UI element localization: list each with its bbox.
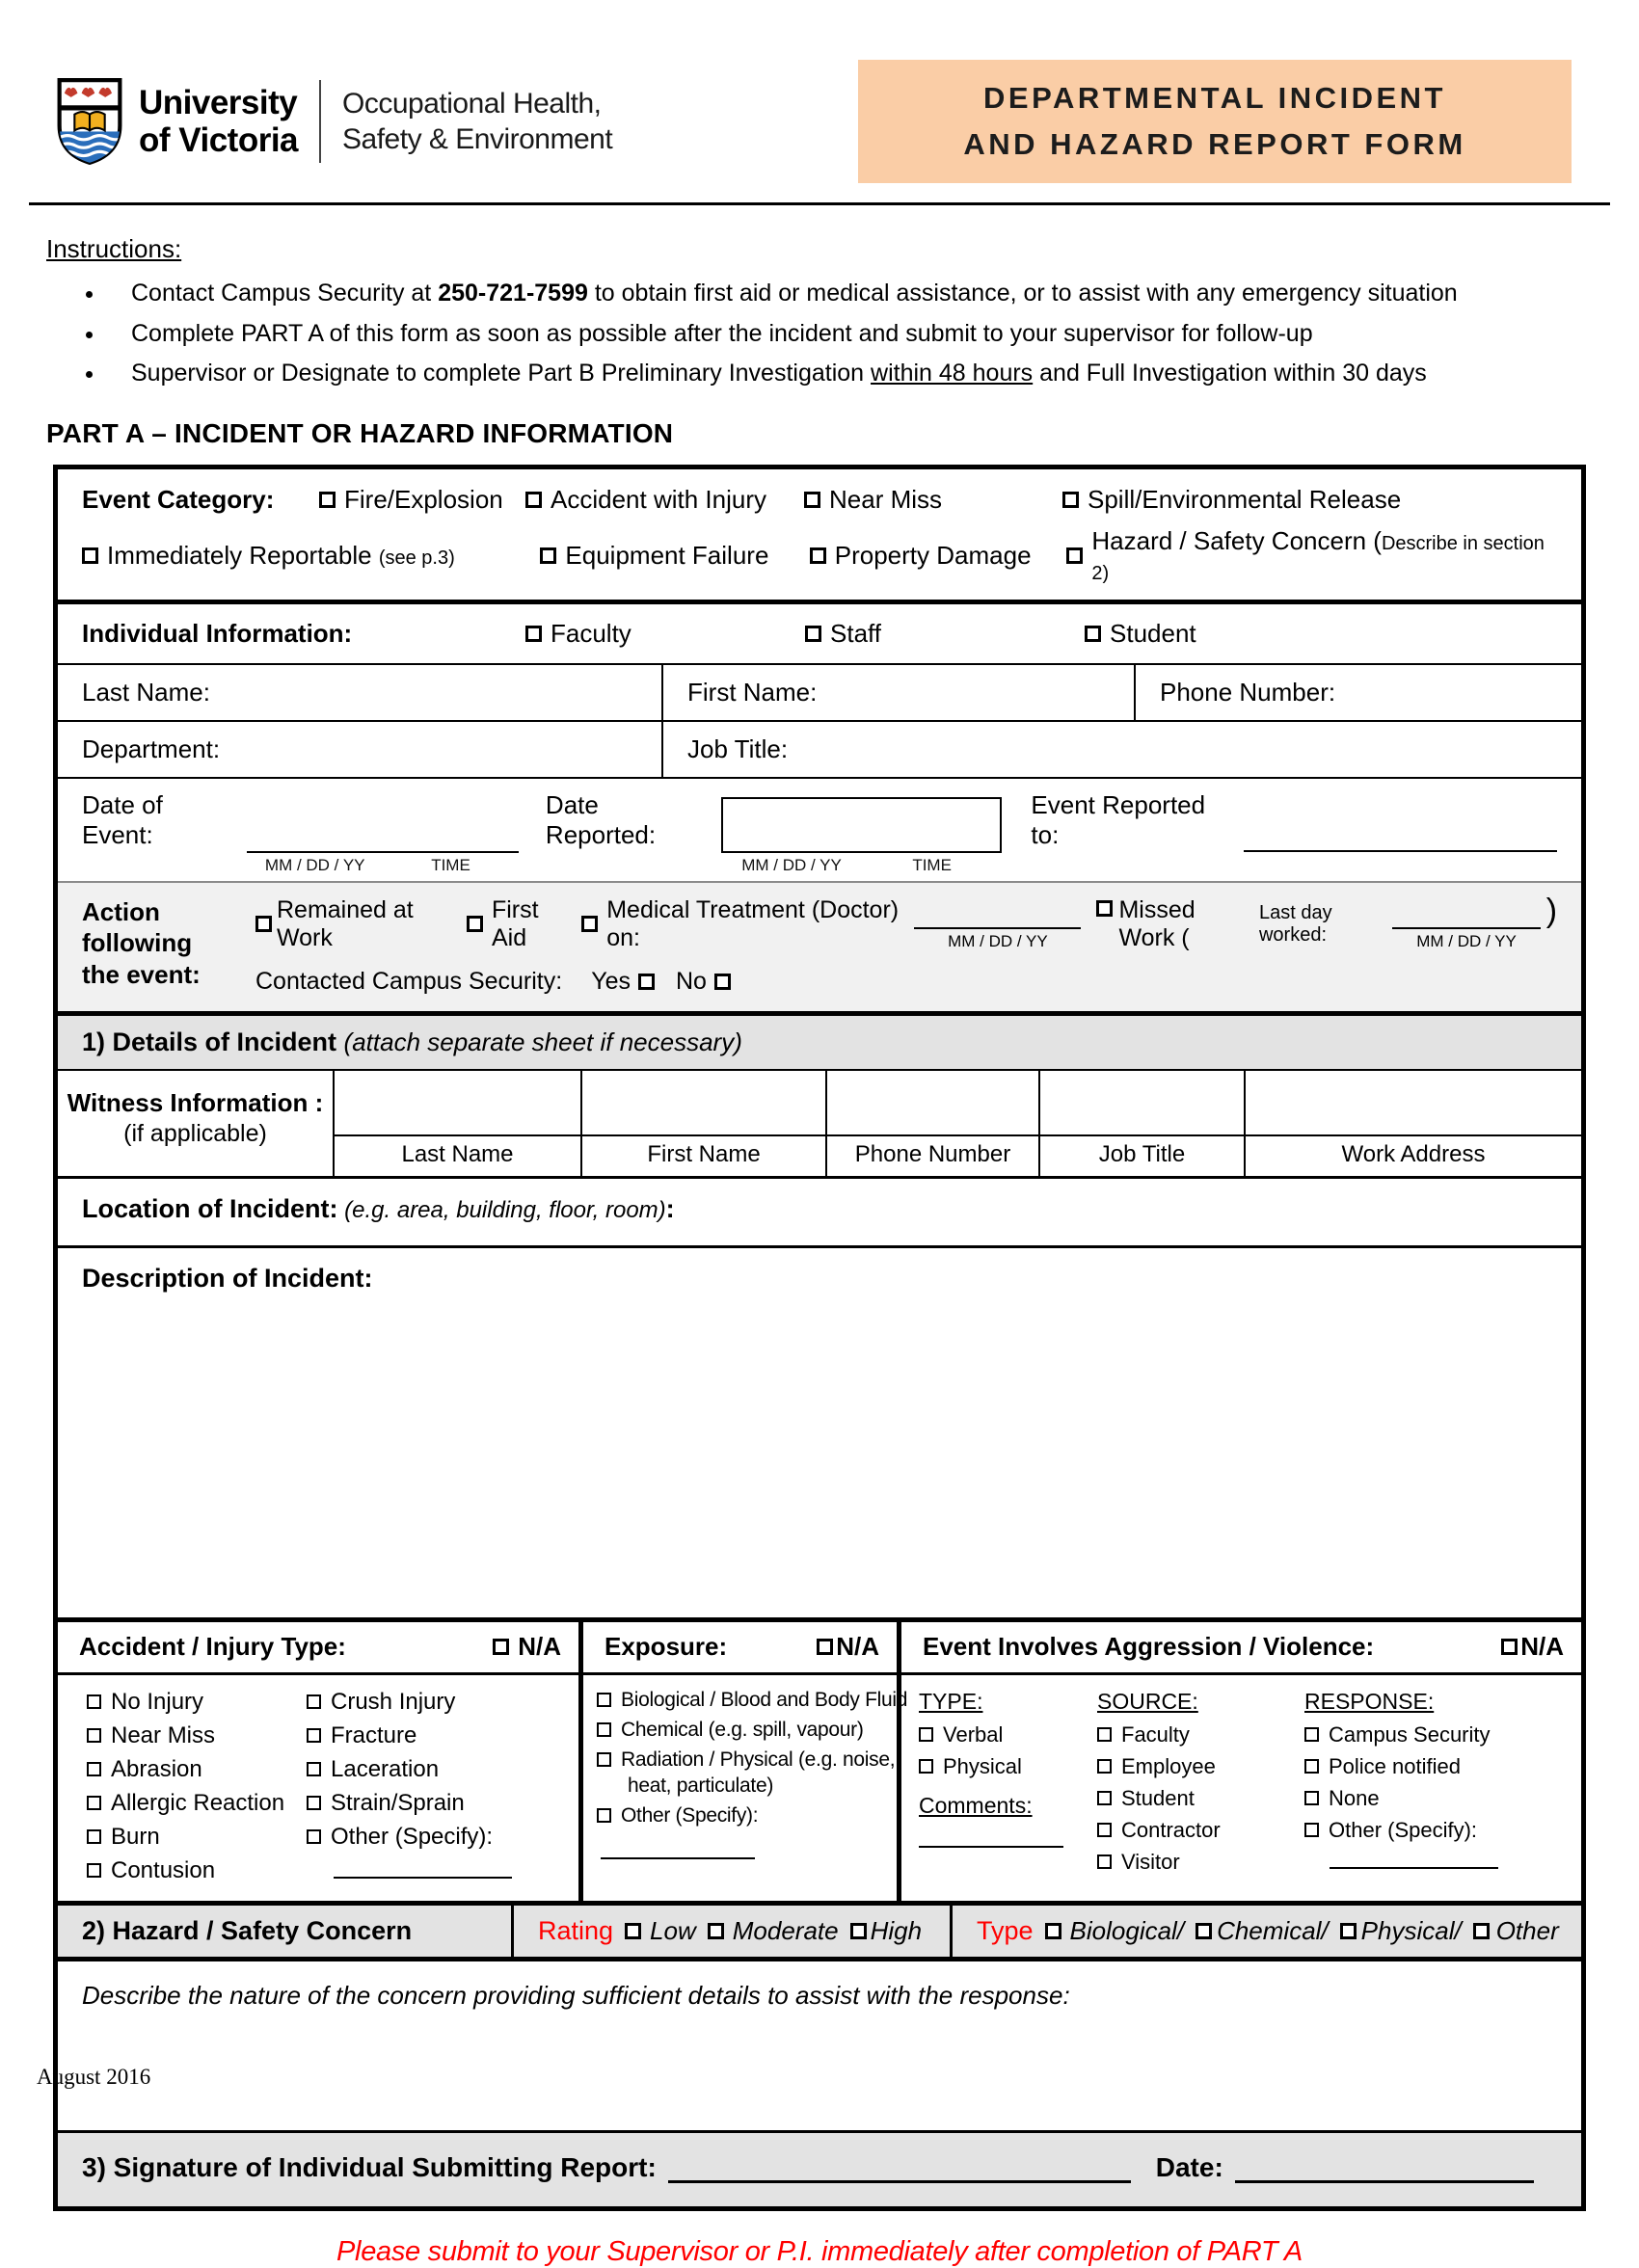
witness-work-address-column[interactable]: [1244, 1071, 1581, 1176]
checkbox-student[interactable]: [1085, 619, 1196, 649]
hazard-title-cell: [58, 1906, 511, 1957]
department-jobtitle-row: [58, 722, 1581, 779]
checkbox-label: Moderate: [732, 1915, 839, 1945]
checkbox-missed-work[interactable]: [1096, 900, 1113, 917]
checkbox-icon[interactable]: [307, 1796, 321, 1810]
checkbox-response-campus-security[interactable]: [1304, 1722, 1572, 1748]
checkbox-accident-with-injury[interactable]: [525, 485, 804, 515]
checkbox-label: Contusion: [111, 1856, 216, 1883]
instructions-list: [106, 278, 1583, 389]
instruction-item: [106, 278, 1583, 309]
checkbox-rating-high[interactable]: [850, 1916, 922, 1946]
checkbox-label: Equipment Failure: [565, 541, 769, 571]
checkbox-contacted-yes[interactable]: [638, 974, 655, 990]
response-heading: RESPONSE:: [1304, 1688, 1435, 1714]
checkbox-label: No Injury: [111, 1688, 204, 1715]
column-header: Job Title: [1040, 1134, 1244, 1176]
checkbox-icon[interactable]: [597, 1752, 611, 1767]
checkbox-label: Faculty: [1121, 1721, 1190, 1747]
checkbox-icon[interactable]: [467, 916, 483, 932]
checkbox-spill-environmental-release[interactable]: [1062, 485, 1401, 515]
instruction-text: Complete PART A of this form as soon as possible after the incident and submit to your supervisor for follow-up: [131, 319, 1313, 347]
medical-treatment-date-field[interactable]: [914, 904, 1081, 951]
exposure-label: Exposure:: [605, 1632, 728, 1662]
event-category-line2: [82, 526, 1557, 586]
checkbox-label: Near Miss: [111, 1721, 216, 1748]
last-day-worked-blank[interactable]: [1392, 904, 1540, 929]
checkbox-response-other[interactable]: [1304, 1818, 1572, 1843]
aggression-label: Event Involves Aggression / Violence:: [923, 1632, 1375, 1662]
location-of-incident-row[interactable]: [58, 1179, 1581, 1248]
checkbox-label: Faculty: [551, 618, 631, 648]
checkbox-icon[interactable]: [1097, 1791, 1112, 1805]
contacted-security-label: Contacted Campus Security:: [255, 967, 563, 995]
event-reported-to-label: Event Reported to:: [1031, 789, 1206, 849]
checkbox-label: Student: [1110, 618, 1196, 648]
security-phone-number: 250-721-7599: [438, 280, 588, 307]
form-title-line2: AND HAZARD REPORT FORM: [963, 127, 1466, 162]
checkbox-label: Medical Treatment (Doctor) on:: [606, 895, 900, 951]
checkbox-response-police[interactable]: [1304, 1754, 1572, 1779]
hazard-safety-concern-header: [58, 1906, 1581, 1961]
last-name-field[interactable]: Last Name:: [58, 665, 663, 720]
checkbox-icon[interactable]: [810, 547, 826, 564]
checkbox-source-employee[interactable]: [1097, 1754, 1304, 1779]
checkbox-near-miss-injury[interactable]: [87, 1722, 307, 1749]
checkbox-label: Missed Work (: [1118, 895, 1196, 951]
checkbox-label: Chemical/: [1217, 1915, 1329, 1945]
date-reported-label: Date Reported:: [545, 789, 657, 849]
checkbox-label: Burn: [111, 1823, 160, 1850]
checkbox-abrasion[interactable]: [87, 1756, 307, 1783]
checkbox-no-injury[interactable]: [87, 1689, 307, 1716]
part-a-heading: PART A – INCIDENT OR HAZARD INFORMATION: [46, 417, 674, 448]
checkbox-source-student[interactable]: [1097, 1786, 1304, 1811]
checkbox-biological[interactable]: [597, 1688, 908, 1712]
checkbox-injury-other[interactable]: [307, 1824, 512, 1851]
time-hint: TIME: [912, 855, 952, 874]
aggression-header: [897, 1622, 1581, 1672]
checkbox-icon[interactable]: [1304, 1727, 1319, 1742]
checkbox-physical[interactable]: [919, 1754, 1097, 1779]
witness-phone-column[interactable]: [825, 1071, 1038, 1176]
checkbox-icon[interactable]: [1304, 1759, 1319, 1774]
phone-number-field[interactable]: Phone Number:: [1160, 677, 1336, 707]
checkbox-icon[interactable]: [805, 626, 821, 642]
medical-date-blank[interactable]: [914, 904, 1081, 929]
type-heading: TYPE:: [919, 1688, 983, 1714]
checkbox-type-biological[interactable]: [1045, 1916, 1185, 1946]
date-reported-box[interactable]: [721, 797, 1002, 853]
checkbox-fire-explosion[interactable]: [319, 485, 525, 515]
date-of-event-field[interactable]: [247, 820, 519, 875]
date-format-hint: MM / DD / YY: [264, 855, 365, 874]
checkbox-fracture[interactable]: [307, 1722, 512, 1749]
checkbox-icon[interactable]: [87, 1694, 101, 1709]
checkbox-medical-treatment[interactable]: [581, 896, 899, 952]
time-hint: TIME: [431, 855, 470, 874]
description-label: Description of Incident:: [82, 1263, 373, 1293]
checkbox-injury-na[interactable]: [493, 1632, 561, 1662]
injury-type-header: [58, 1622, 578, 1672]
form-title-line1: DEPARTMENTAL INCIDENT: [983, 81, 1446, 115]
checkbox-source-faculty[interactable]: [1097, 1722, 1304, 1748]
section-2-title: 2) Hazard / Safety Concern: [82, 1915, 413, 1945]
checkbox-icon[interactable]: [1097, 1823, 1112, 1837]
checkbox-type-chemical[interactable]: [1196, 1916, 1329, 1946]
revision-date: August 2016: [37, 2065, 151, 2089]
checkbox-icon[interactable]: [1501, 1639, 1518, 1655]
injury-type-label: Accident / Injury Type:: [79, 1632, 346, 1662]
checkbox-faculty[interactable]: [525, 619, 805, 649]
checkbox-icon[interactable]: [525, 626, 542, 642]
checkbox-icon[interactable]: [1340, 1923, 1357, 1939]
action-following-event-row: [58, 883, 1581, 1016]
university-name: [139, 84, 298, 159]
checkbox-icon[interactable]: [850, 1923, 867, 1939]
injury-exposure-aggression-content: [58, 1675, 1581, 1906]
checkbox-verbal[interactable]: [919, 1722, 1097, 1748]
date-of-event-label: Date of Event:: [82, 789, 163, 849]
checkbox-icon[interactable]: [1304, 1791, 1319, 1805]
checkbox-label: N/A: [1520, 1632, 1564, 1662]
exposure-options: [578, 1675, 908, 1901]
brand-divider: [319, 80, 321, 163]
deadline-text: within 48 hours: [871, 360, 1034, 387]
signature-row: [58, 2133, 1581, 2206]
comments-blank[interactable]: [919, 1827, 1063, 1848]
checkbox-label: Verbal: [943, 1721, 1004, 1747]
checkbox-crush-injury[interactable]: [307, 1689, 512, 1716]
checkbox-icon[interactable]: [804, 492, 820, 508]
checkbox-label: Radiation / Physical (e.g. noise,: [621, 1748, 896, 1771]
instruction-text: Contact Campus Security at: [131, 280, 439, 307]
checkbox-contusion[interactable]: [87, 1857, 307, 1884]
checkbox-label: Biological/: [1069, 1915, 1185, 1945]
checkbox-label: None: [1329, 1785, 1380, 1810]
checkbox-icon[interactable]: [597, 1722, 611, 1737]
action-options: [255, 892, 1558, 996]
checkbox-rating-moderate[interactable]: [708, 1916, 839, 1946]
checkbox-icon[interactable]: [1066, 547, 1083, 564]
checkbox-icon[interactable]: [87, 1762, 101, 1776]
missed-work-group: [1096, 892, 1558, 952]
instruction-text: Supervisor or Designate to complete Part B Preliminary Investigation: [131, 360, 872, 387]
checkbox-icon[interactable]: [307, 1694, 321, 1709]
witness-job-title-column[interactable]: [1038, 1071, 1244, 1176]
date-format-hint: MM / DD / YY: [1416, 931, 1517, 950]
action-line2: [255, 968, 1557, 996]
checkbox-label: Other (Specify):: [1329, 1817, 1478, 1842]
header: [0, 0, 1639, 183]
checkbox-label: Biological / Blood and Body Fluid: [621, 1688, 908, 1711]
checkbox-response-none[interactable]: [1304, 1786, 1572, 1811]
checkbox-hazard-safety-concern[interactable]: [1066, 526, 1557, 586]
checkbox-icon[interactable]: [1304, 1823, 1319, 1837]
source-heading: SOURCE:: [1097, 1688, 1198, 1714]
checkbox-near-miss[interactable]: [804, 485, 1062, 515]
aggression-response-column: [1304, 1689, 1572, 1891]
individual-information-row: [58, 604, 1581, 665]
checkbox-icon[interactable]: [1085, 626, 1101, 642]
describe-prompt: Describe the nature of the concern providing sufficient details to assist with the response:: [82, 1980, 1070, 2010]
column-header: Last Name: [335, 1134, 580, 1176]
checkbox-label: Staff: [830, 618, 882, 648]
checkbox-icon[interactable]: [919, 1727, 933, 1742]
checkbox-icon[interactable]: [1045, 1923, 1061, 1939]
action-line1: [255, 892, 1558, 952]
checkbox-icon[interactable]: [525, 492, 542, 508]
signature-blank[interactable]: [668, 2154, 1131, 2183]
aggression-source-column: [1097, 1689, 1304, 1891]
last-day-worked-field[interactable]: [1392, 904, 1540, 951]
submit-note: Please submit to your Supervisor or P.I. immediately after completion of PART A: [336, 2235, 1303, 2267]
form-title-banner: [858, 60, 1572, 183]
uvic-crest-logo: [56, 77, 123, 166]
checkbox-label: Allergic Reaction: [111, 1789, 285, 1816]
event-reported-to-blank[interactable]: [1244, 823, 1557, 852]
header-rule: [29, 202, 1610, 205]
checkbox-rating-low[interactable]: [625, 1916, 696, 1946]
exposure-list: [597, 1688, 908, 1772]
checkbox-icon[interactable]: [597, 1693, 611, 1707]
checkbox-icon[interactable]: [1473, 1923, 1490, 1939]
checkbox-icon[interactable]: [1097, 1759, 1112, 1774]
date-format-hint: MM / DD / YY: [948, 931, 1048, 950]
checkbox-icon[interactable]: [319, 492, 336, 508]
closing-paren: ): [1545, 892, 1558, 929]
checkbox-label: Employee: [1121, 1753, 1216, 1778]
checkbox-label: Near Miss: [829, 484, 943, 514]
witness-first-name-column[interactable]: [580, 1071, 825, 1176]
checkbox-first-aid[interactable]: [467, 896, 566, 952]
dates-row: [58, 779, 1581, 883]
university-line1: University: [139, 83, 298, 121]
witness-label: Witness Information : (if applicable): [67, 1087, 324, 1147]
exposure-header: [578, 1622, 897, 1672]
checkbox-icon[interactable]: [307, 1762, 321, 1776]
checkbox-label: N/A: [836, 1632, 879, 1662]
part-a-form: [53, 465, 1586, 2211]
date-of-event-blank[interactable]: [247, 820, 519, 853]
instruction-text: and Full Investigation within 30 days: [1033, 360, 1427, 387]
description-of-incident-box[interactable]: [58, 1248, 1581, 1622]
instruction-item: [106, 318, 1583, 350]
location-label: Location of Incident:: [82, 1193, 338, 1223]
date-format-hint: MM / DD / YY: [741, 855, 842, 874]
checkbox-label: Physical: [943, 1753, 1022, 1778]
checkbox-label: Physical/: [1360, 1915, 1462, 1945]
checkbox-label: Other (Specify):: [621, 1803, 759, 1827]
instruction-item: [106, 358, 1583, 389]
checkbox-label: Other (Specify):: [331, 1823, 494, 1850]
department-line2: Safety & Environment: [342, 123, 613, 156]
aggression-type-column: [919, 1689, 1097, 1891]
checkbox-burn[interactable]: [87, 1824, 307, 1851]
signature-label: 3) Signature of Individual Submitting Report:: [82, 2151, 657, 2182]
checkbox-icon[interactable]: [1097, 1727, 1112, 1742]
brand-block: [56, 77, 612, 166]
column-header: Work Address: [1246, 1134, 1581, 1176]
no-label: No: [676, 967, 707, 995]
checkbox-source-contractor[interactable]: [1097, 1818, 1304, 1843]
checkbox-icon[interactable]: [87, 1796, 101, 1810]
radiation-wrap-line: heat, particulate): [628, 1774, 774, 1797]
checkbox-icon[interactable]: [82, 547, 98, 564]
checkbox-remained-at-work[interactable]: [255, 896, 451, 952]
checkbox-label: Accident with Injury: [551, 484, 766, 514]
checkbox-contacted-no[interactable]: [714, 974, 731, 990]
checkbox-type-physical[interactable]: [1340, 1916, 1462, 1946]
checkbox-immediately-reportable[interactable]: [82, 541, 540, 571]
event-category-label: Event Category:: [82, 484, 275, 514]
comments-heading: Comments:: [919, 1792, 1033, 1818]
checkbox-icon[interactable]: [87, 1829, 101, 1844]
checkbox-label: Student: [1121, 1785, 1195, 1810]
witness-information-row: [58, 1071, 1581, 1179]
location-colon: :: [665, 1193, 675, 1223]
event-category-row: [58, 469, 1581, 604]
checkbox-label: Contractor: [1121, 1817, 1221, 1842]
checkbox-icon[interactable]: [581, 916, 598, 932]
exposure-other-blank[interactable]: [601, 1834, 755, 1859]
signature-date-blank[interactable]: [1235, 2154, 1534, 2183]
checkbox-label: Visitor: [1121, 1849, 1180, 1874]
checkbox-icon[interactable]: [597, 1808, 611, 1823]
checkbox-icon[interactable]: [87, 1728, 101, 1743]
hazard-rating-cell: [511, 1906, 950, 1957]
date-hints: [721, 853, 1002, 875]
checkbox-radiation-physical[interactable]: [597, 1748, 896, 1772]
checkbox-icon[interactable]: [255, 916, 272, 932]
checkbox-property-damage[interactable]: [810, 541, 1067, 571]
checkbox-label: Hazard / Safety Concern (Describe in section 2): [1091, 525, 1545, 584]
checkbox-label: Chemical (e.g. spill, vapour): [621, 1718, 864, 1741]
hazard-type-cell: [950, 1906, 1581, 1957]
date-reported-field[interactable]: [721, 797, 1002, 875]
checkbox-label: Campus Security: [1329, 1721, 1491, 1747]
checkbox-label: First Aid: [491, 895, 539, 951]
checkbox-label: Remained at Work: [277, 895, 414, 951]
checkbox-label: Spill/Environmental Release: [1088, 484, 1402, 514]
checkbox-label: Low: [650, 1915, 696, 1945]
event-category-line1: [82, 485, 1557, 515]
type-label: Type: [977, 1915, 1034, 1945]
checkbox-icon[interactable]: [493, 1639, 509, 1655]
checkbox-label: Laceration: [331, 1755, 440, 1782]
injury-exposure-aggression-header: [58, 1622, 1581, 1675]
checkbox-label: Fracture: [331, 1721, 417, 1748]
injury-other-blank[interactable]: [334, 1857, 512, 1879]
checkbox-label: Police notified: [1329, 1753, 1461, 1778]
checkbox-icon[interactable]: [307, 1829, 321, 1844]
first-name-field[interactable]: First Name:: [663, 665, 1136, 720]
checkbox-exposure-other[interactable]: [597, 1804, 891, 1828]
injury-type-options: [58, 1675, 578, 1901]
checkbox-label: N/A: [518, 1632, 561, 1662]
individual-information-label: Individual Information:: [82, 618, 353, 648]
checkbox-equipment-failure[interactable]: [540, 541, 809, 571]
instructions-heading: Instructions:: [46, 234, 182, 264]
checkbox-label: Property Damage: [834, 541, 1032, 571]
checkbox-icon[interactable]: [1062, 492, 1079, 508]
hazard-describe-box[interactable]: [58, 1961, 1581, 2133]
checkbox-label: High: [870, 1915, 923, 1945]
location-hint: (e.g. area, building, floor, room): [337, 1196, 666, 1223]
section-1-title: 1) Details of Incident: [82, 1027, 344, 1056]
name-phone-row: [58, 665, 1581, 722]
department-line1: Occupational Health,: [342, 87, 602, 120]
witness-last-name-column[interactable]: [333, 1071, 580, 1176]
yes-label: Yes: [591, 967, 631, 995]
date-label: Date:: [1155, 2151, 1223, 2182]
checkbox-laceration[interactable]: [307, 1756, 512, 1783]
section-1-note: (attach separate sheet if necessary): [343, 1027, 742, 1056]
date-hints: [247, 853, 519, 875]
checkbox-allergic-reaction[interactable]: [87, 1790, 307, 1817]
checkbox-icon[interactable]: [708, 1923, 724, 1939]
checkbox-label: Crush Injury: [331, 1688, 456, 1715]
checkbox-icon[interactable]: [817, 1639, 833, 1655]
details-of-incident-header: [58, 1016, 1581, 1071]
job-title-field[interactable]: Job Title:: [687, 734, 789, 763]
department-name: [342, 86, 612, 158]
last-day-worked-label: Last day worked:: [1258, 901, 1332, 946]
checkbox-staff[interactable]: [805, 619, 1085, 649]
checkbox-label: Fire/Explosion: [344, 484, 503, 514]
checkbox-icon[interactable]: [307, 1728, 321, 1743]
checkbox-label: Immediately Reportable (see p.3): [107, 541, 455, 571]
instruction-text: to obtain first aid or medical assistance, or to assist with any emergency situation: [587, 280, 1458, 307]
injury-list-b: [307, 1689, 512, 1891]
action-label: Action following the event:: [82, 896, 201, 989]
checkbox-strain-sprain[interactable]: [307, 1790, 512, 1817]
checkbox-label: Strain/Sprain: [331, 1789, 465, 1816]
checkbox-icon[interactable]: [1196, 1923, 1212, 1939]
checkbox-icon[interactable]: [87, 1863, 101, 1878]
injury-list-a: [87, 1689, 307, 1891]
column-header: First Name: [582, 1134, 825, 1176]
rating-label: Rating: [538, 1915, 614, 1945]
checkbox-icon[interactable]: [919, 1759, 933, 1774]
aggression-options: [897, 1675, 1581, 1901]
checkbox-icon[interactable]: [625, 1923, 641, 1939]
checkbox-icon[interactable]: [540, 547, 556, 564]
checkbox-exposure-na[interactable]: [817, 1632, 879, 1662]
checkbox-label: Abrasion: [111, 1755, 202, 1782]
checkbox-type-other[interactable]: [1473, 1916, 1559, 1946]
department-field[interactable]: Department:: [58, 722, 663, 777]
checkbox-chemical[interactable]: [597, 1719, 891, 1742]
checkbox-icon[interactable]: [1097, 1854, 1112, 1869]
checkbox-aggression-na[interactable]: [1501, 1632, 1564, 1662]
response-other-blank[interactable]: [1330, 1850, 1498, 1869]
column-header: Phone Number: [827, 1134, 1038, 1176]
checkbox-label: Other: [1495, 1915, 1559, 1945]
instructions-section: [46, 234, 1583, 389]
checkbox-source-visitor[interactable]: [1097, 1850, 1304, 1875]
university-line2: of Victoria: [139, 121, 299, 160]
